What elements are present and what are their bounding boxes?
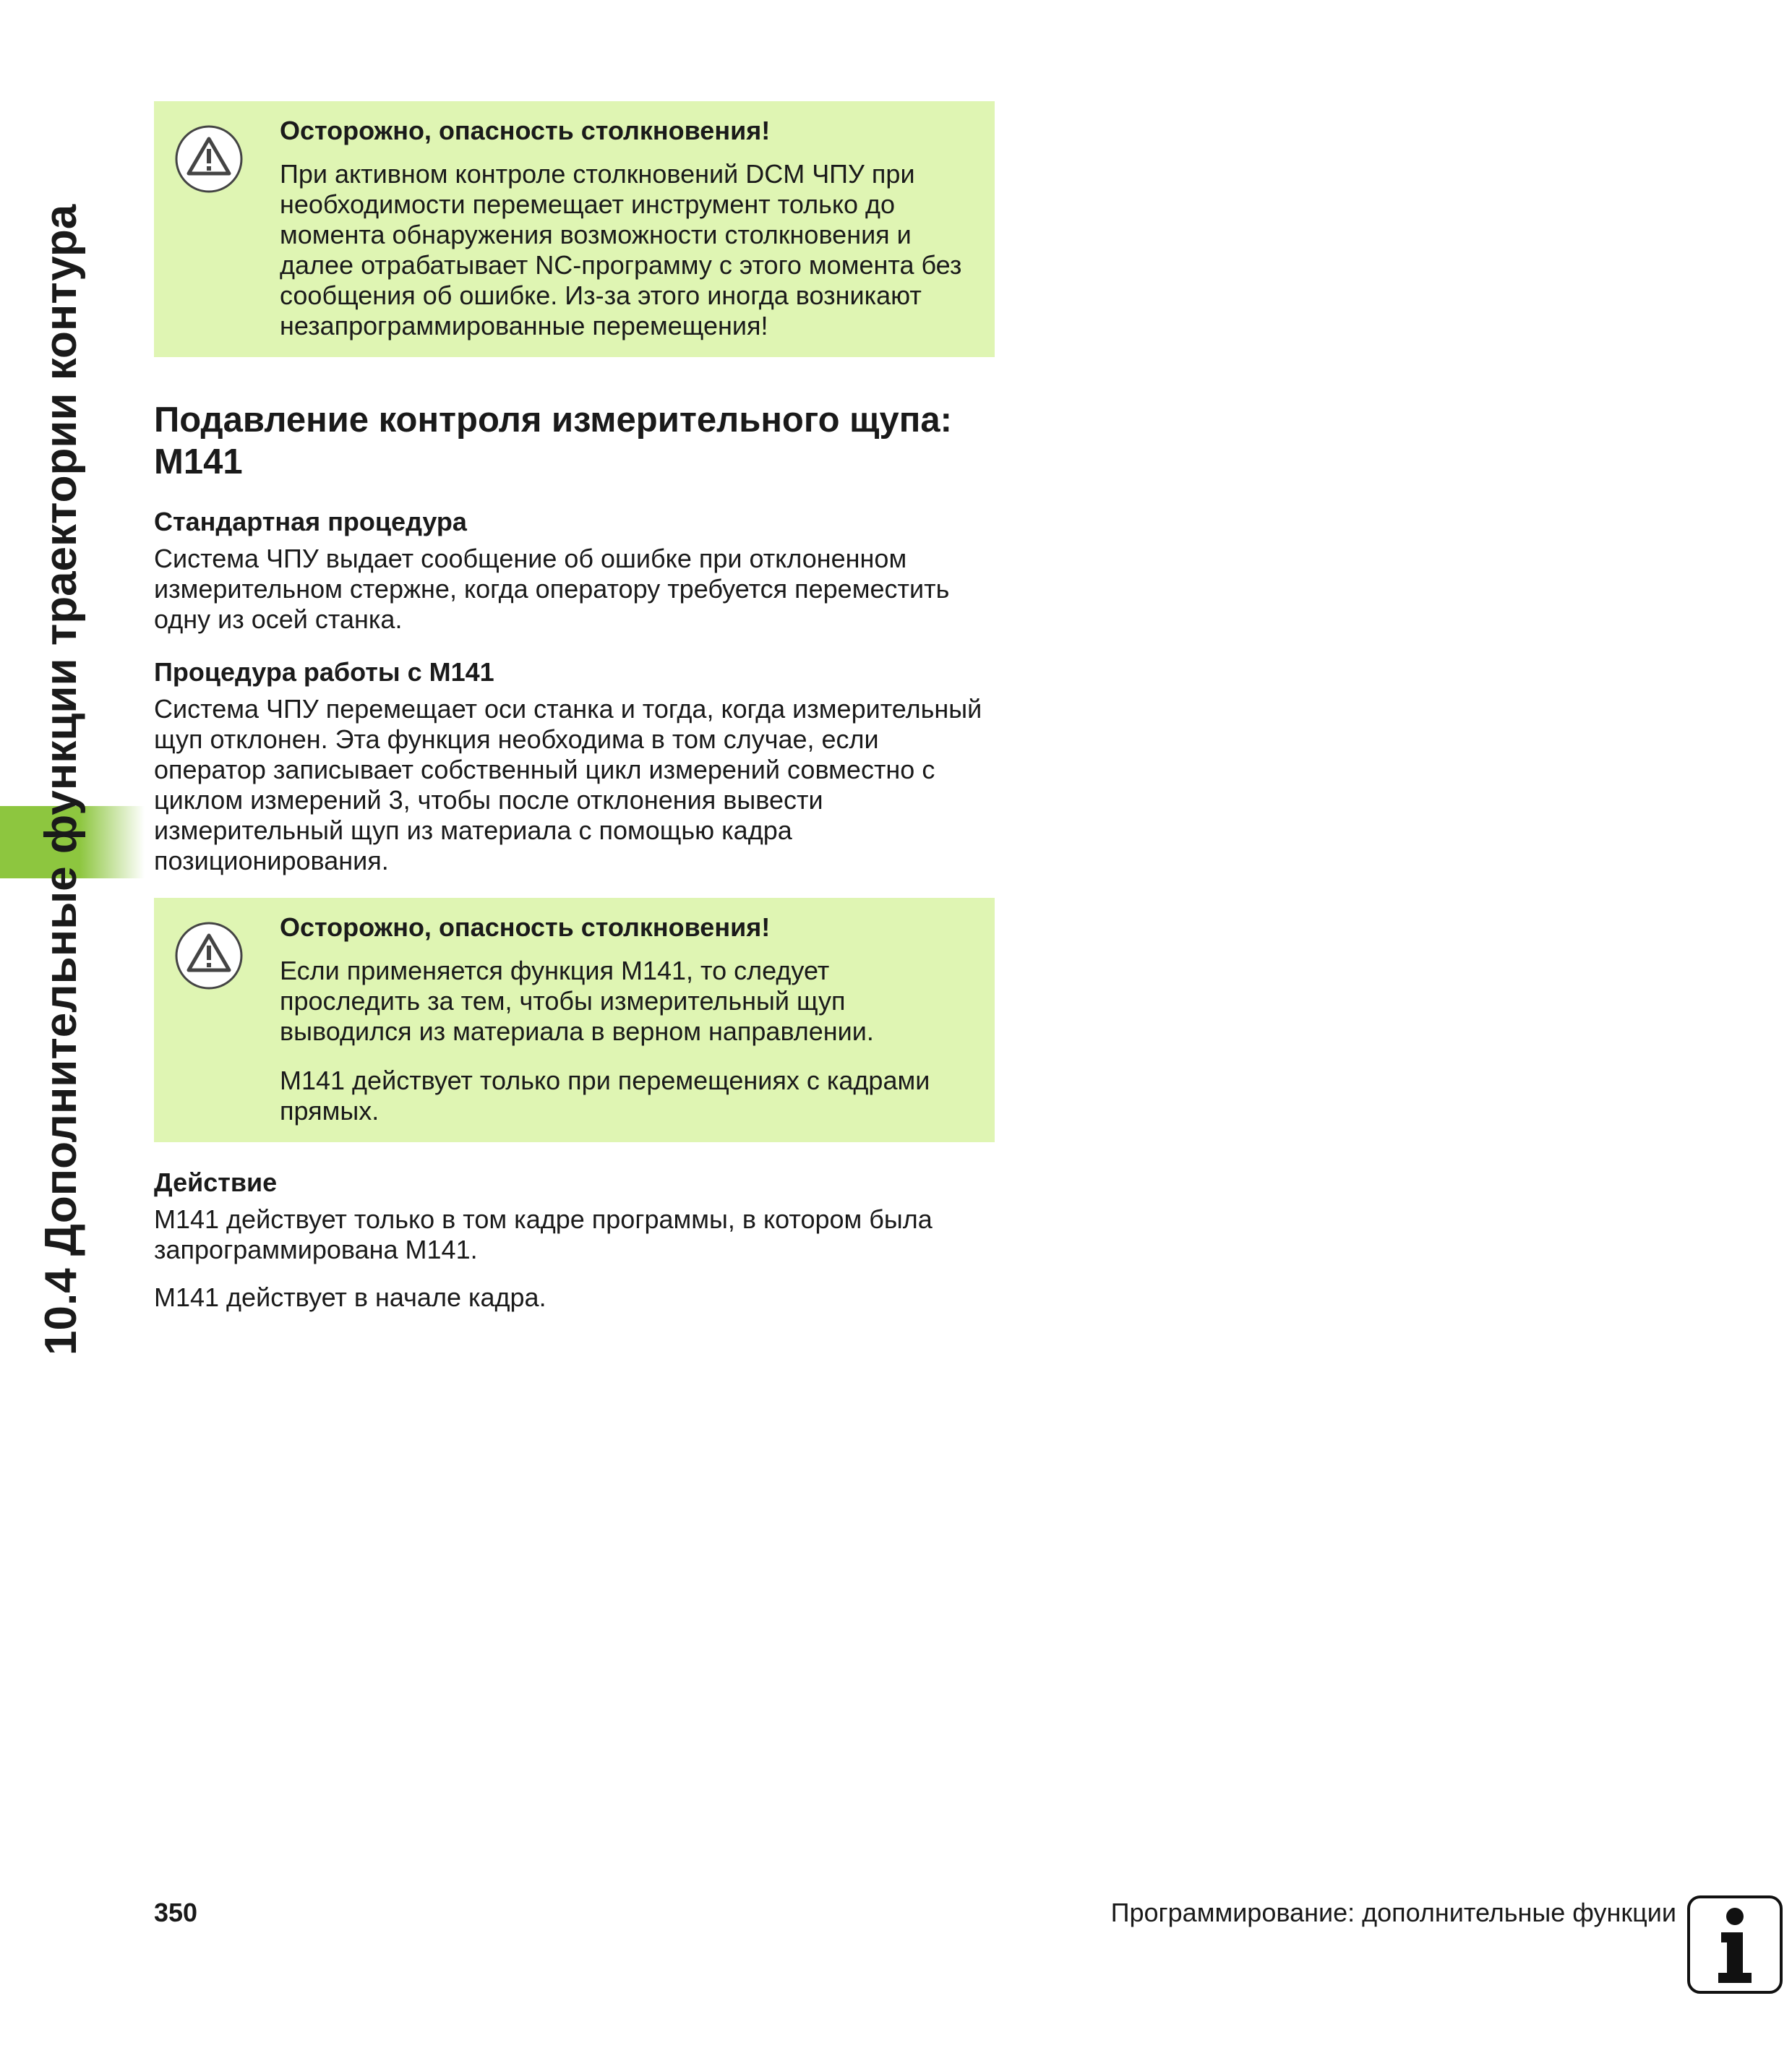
paragraph: M141 действует только в том кадре программы, в котором была запрограммирована M141.: [154, 1204, 933, 1264]
paragraph: Система ЧПУ выдает сообщение об ошибке при отклоненном измерительном стержне, когда оператору требуется переместить одну из осей станка.: [154, 544, 950, 634]
warning-title: Осторожно, опасность столкновения!: [280, 912, 771, 942]
warning-title: Осторожно, опасность столкновения!: [280, 116, 771, 145]
warning-box-1: [154, 101, 995, 357]
page-content: [154, 101, 995, 1330]
chapter-side-title: 10.4 Дополнительные функции траектории контура: [36, 204, 86, 1355]
page-number: 350: [154, 1898, 198, 1927]
warning-text: M141 действует только при перемещениях с кадрами прямых.: [280, 1066, 930, 1126]
section-title: Подавление контроля измерительного щупа: M141: [154, 400, 952, 481]
warning-box-2: [154, 898, 995, 1142]
paragraph: M141 действует в начале кадра.: [154, 1282, 546, 1312]
warning-text: При активном контроле столкновений DCM ЧПУ при необходимости перемещает инструмент только до момента обнаружения возможности столкновения и далее отрабатывает NC-программу с этого момента без сообщения об ошибке. Из-за этого иногда возникают незапрограммированные перемещения!: [280, 159, 962, 340]
info-icon: [1686, 1895, 1783, 1995]
subsection-title-m141: Процедура работы с M141: [154, 657, 494, 687]
subsection-title-action: Действие: [154, 1167, 278, 1197]
warning-triangle-icon: [173, 123, 245, 195]
paragraph: Система ЧПУ перемещает оси станка и тогда, когда измерительный щуп отклонен. Эта функция необходима в том случае, если оператор записывает собственный цикл измерений совместно с циклом измерений 3, чтобы после отклонения вывести измерительный щуп из материала с помощью кадра позиционирования.: [154, 694, 982, 875]
footer-chapter-title: Программирование: дополнительные функции: [1110, 1898, 1676, 1927]
warning-text: Если применяется функция M141, то следует проследить за тем, чтобы измерительный щуп выводился из материала в верном направлении.: [280, 956, 874, 1046]
warning-triangle-icon: [173, 920, 245, 992]
subsection-title-standard: Стандартная процедура: [154, 507, 467, 536]
